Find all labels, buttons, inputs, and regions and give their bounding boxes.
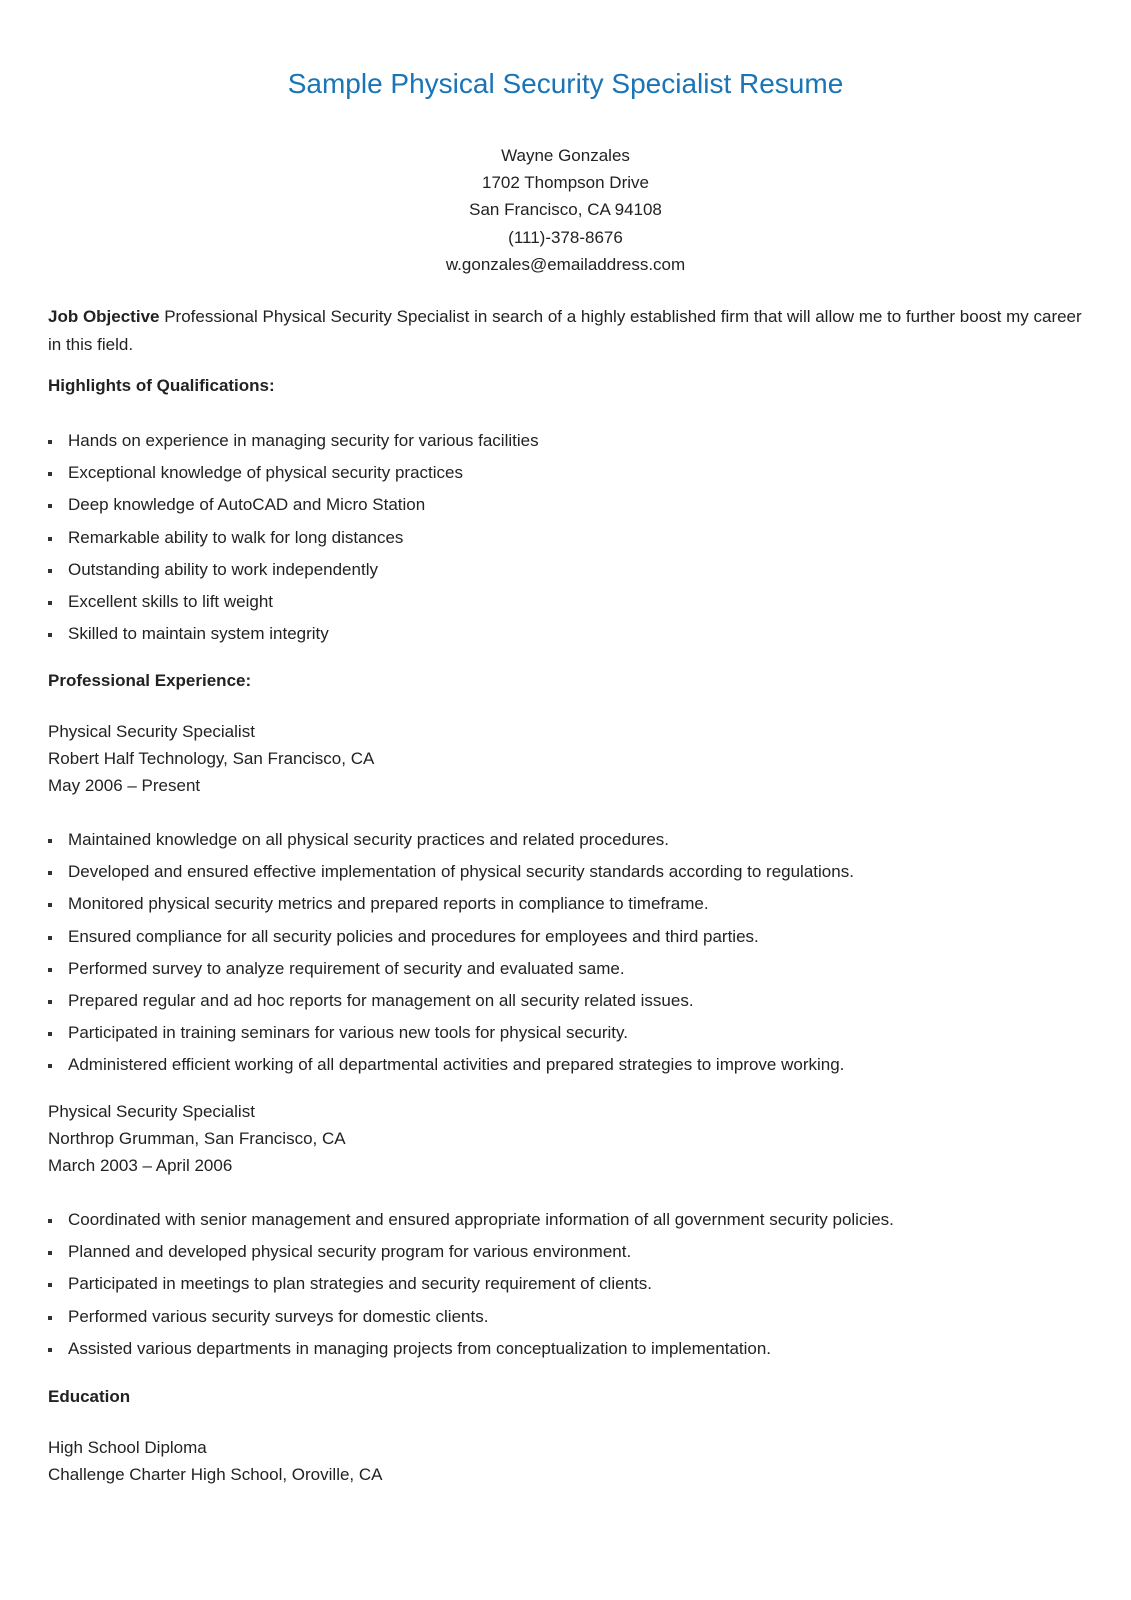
education-degree: High School Diploma xyxy=(48,1438,207,1457)
list-item: Developed and ensured effective implementation of physical security standards according to regulations. xyxy=(48,859,854,891)
list-item: Skilled to maintain system integrity xyxy=(48,621,539,653)
list-item: Administered efficient working of all departmental activities and prepared strategies to improve working. xyxy=(48,1052,854,1084)
contact-city: San Francisco, CA 94108 xyxy=(469,200,662,220)
highlights-list xyxy=(48,428,539,653)
contact-phone: (111)-378-8676 xyxy=(508,227,623,247)
list-item: Coordinated with senior management and ensured appropriate information of all government security policies. xyxy=(48,1207,894,1239)
list-item: Ensured compliance for all security policies and procedures for employees and third parties. xyxy=(48,924,854,956)
contact-street: 1702 Thompson Drive xyxy=(482,173,649,193)
list-item: Monitored physical security metrics and prepared reports in compliance to timeframe. xyxy=(48,891,854,923)
list-item: Outstanding ability to work independently xyxy=(48,557,539,589)
education-block xyxy=(48,1434,1088,1488)
list-item: Excellent skills to lift weight xyxy=(48,589,539,621)
job-2-header xyxy=(48,1098,1088,1179)
contact-email: w.gonzales@emailaddress.com xyxy=(445,254,686,274)
job-company: Northrop Grumman, San Francisco, CA xyxy=(48,1129,346,1148)
job-1-duties xyxy=(48,827,854,1085)
job-objective xyxy=(48,303,1088,358)
objective-text: Professional Physical Security Specialist in search of a highly established firm that will allow me to further boost my career in this field. xyxy=(48,307,1082,354)
list-item: Exceptional knowledge of physical security practices xyxy=(48,460,539,492)
list-item: Performed various security surveys for domestic clients. xyxy=(48,1304,894,1336)
contact-block xyxy=(0,142,1131,278)
highlights-heading: Highlights of Qualifications: xyxy=(48,376,275,395)
list-item: Hands on experience in managing security for various facilities xyxy=(48,428,539,460)
list-item: Deep knowledge of AutoCAD and Micro Station xyxy=(48,492,539,524)
list-item: Participated in training seminars for various new tools for physical security. xyxy=(48,1020,854,1052)
job-dates: May 2006 – Present xyxy=(48,776,201,795)
objective-label: Job Objective xyxy=(48,307,160,326)
job-title: Physical Security Specialist xyxy=(48,722,255,741)
list-item: Performed survey to analyze requirement of security and evaluated same. xyxy=(48,956,854,988)
education-school: Challenge Charter High School, Oroville, CA xyxy=(48,1465,383,1484)
list-item: Participated in meetings to plan strategies and security requirement of clients. xyxy=(48,1271,894,1303)
job-1-header xyxy=(48,718,1088,799)
contact-name: Wayne Gonzales xyxy=(501,146,630,165)
experience-heading: Professional Experience: xyxy=(48,671,252,690)
job-dates: March 2003 – April 2006 xyxy=(48,1156,233,1175)
job-2-duties xyxy=(48,1207,894,1368)
list-item: Remarkable ability to walk for long distances xyxy=(48,525,539,557)
job-company: Robert Half Technology, San Francisco, CA xyxy=(48,749,375,768)
list-item: Assisted various departments in managing projects from conceptualization to implementation. xyxy=(48,1336,894,1368)
list-item: Prepared regular and ad hoc reports for management on all security related issues. xyxy=(48,988,854,1020)
list-item: Planned and developed physical security program for various environment. xyxy=(48,1239,894,1271)
job-title: Physical Security Specialist xyxy=(48,1102,255,1121)
education-heading: Education xyxy=(48,1387,131,1406)
page-title: Sample Physical Security Specialist Resume xyxy=(287,68,844,99)
list-item: Maintained knowledge on all physical security practices and related procedures. xyxy=(48,827,854,859)
